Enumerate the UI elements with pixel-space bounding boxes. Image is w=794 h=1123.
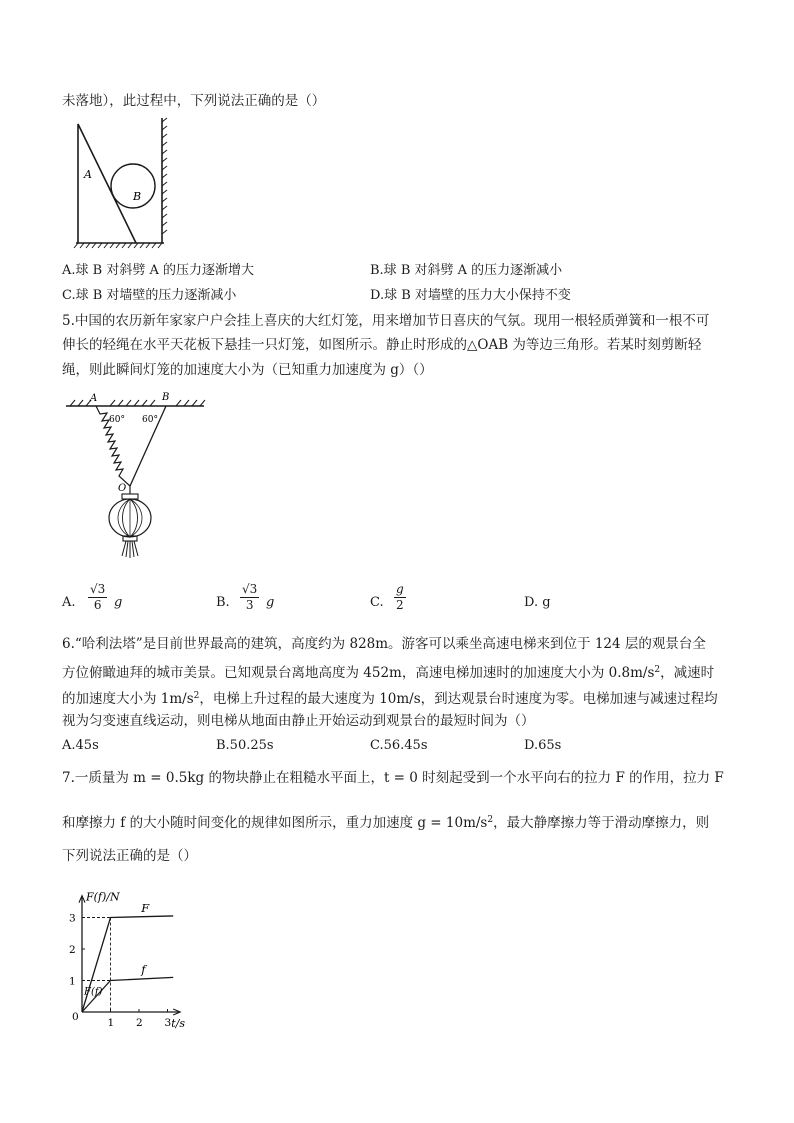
x-tick-label-1: 1	[107, 1017, 115, 1029]
q5-angle-b: 60°	[142, 415, 158, 425]
q6-line-2-post: ，减速时	[660, 665, 715, 681]
q6-line-3-post: ，电梯上升过程的最大速度为 10m/s，到达观景台时速度为零。电梯加速与减速过程均	[199, 691, 718, 707]
chart-annotation: F(f)	[84, 986, 103, 998]
q5-option-c-fraction	[394, 582, 406, 613]
x-tick-label-3: 3	[164, 1017, 172, 1029]
q5-option-b-den: 3	[245, 598, 254, 612]
q4-label-b: B	[133, 190, 142, 203]
q5-option-d[interactable]: D. g	[524, 595, 551, 610]
q5-option-a-prefix[interactable]: A.	[62, 595, 76, 610]
q6-line-3-pre: 的加速度大小为 1m/s	[62, 691, 194, 707]
q5-option-a-fraction	[88, 582, 107, 613]
q6-line-3	[62, 686, 718, 709]
q5-option-c-prefix[interactable]: C.	[370, 595, 384, 610]
q7-line-2-post: ，最大静摩擦力等于滑动摩擦力，则	[493, 815, 710, 831]
q5-figure	[64, 390, 209, 565]
q5-option-b-prefix[interactable]: B.	[216, 595, 230, 610]
y-tick-label-1: 2	[69, 944, 76, 956]
q5-option-b-g: g	[266, 595, 275, 610]
x-tick-label-0: 0	[72, 1011, 79, 1023]
q5-option-c-den: 2	[396, 598, 404, 612]
series-F-label: F	[141, 900, 150, 915]
q7-line-3: 下列说法正确的是（）	[62, 848, 197, 864]
q5-option-b-num: √3	[242, 582, 258, 596]
q6-line-2	[62, 660, 714, 683]
q4-stem-tail: 未落地），此过程中，下列说法正确的是（）	[62, 93, 326, 109]
q4-label-a: A	[84, 168, 92, 181]
q7-line-2	[62, 810, 709, 833]
q5-option-a-den: 6	[93, 598, 102, 612]
q5-option-a-num: √3	[90, 582, 106, 596]
q4-option-c[interactable]: C.球 B 对墙壁的压力逐渐减小	[62, 288, 237, 303]
q7-line-2-sup: 2	[487, 815, 494, 825]
series-f-label: f	[141, 962, 146, 977]
q5-label-o: O	[118, 483, 127, 494]
q7-line-2-pre: 和摩擦力 f 的大小随时间变化的规律如图所示，重力加速度 g = 10m/s	[62, 815, 488, 831]
q7-chart	[62, 868, 202, 1028]
q6-line-4: 视为匀变速直线运动，则电梯从地面由静止开始运动到观景台的最短时间为（）	[62, 713, 535, 729]
q6-line-2-sup: 2	[654, 665, 661, 675]
q5-line-1: 5.中国的农历新年家家户户会挂上喜庆的大红灯笼，用来增加节日喜庆的气氛。现用一根轻质弹簧和一根不可	[62, 313, 710, 329]
q5-option-a-g: g	[114, 595, 123, 610]
q7-line-1: 7.一质量为 m = 0.5kg 的物块静止在粗糙水平面上，t = 0 时刻起受到一个水平向右的拉力 F 的作用，拉力 F	[62, 770, 724, 786]
q4-option-d[interactable]: D.球 B 对墙壁的压力大小保持不变	[370, 288, 571, 303]
q5-label-a: A	[90, 393, 98, 404]
y-tick-label-2: 3	[69, 912, 76, 925]
x-axis-label: t/s	[171, 1017, 185, 1030]
q5-option-c-num: g	[396, 582, 404, 596]
y-tick-label-0: 1	[69, 975, 76, 988]
q6-option-b[interactable]: B.50.25s	[216, 738, 274, 753]
q4-figure	[72, 114, 172, 250]
q6-line-2-pre: 方位俯瞰迪拜的城市美景。已知观景台离地高度为 452m，高速电梯加速时的加速度大小为 0.8m/s	[62, 665, 655, 681]
y-axis-label: F(f)/N	[86, 890, 120, 904]
q5-line-2: 伸长的轻绳在水平天花板下悬挂一只灯笼，如图所示。静止时形成的△OAB 为等边三角形。若某时刻剪断轻	[62, 337, 702, 353]
q6-line-1: 6.“哈利法塔”是目前世界最高的建筑，高度约为 828m。游客可以乘坐高速电梯来到位于 124 层的观景台全	[62, 636, 706, 652]
q5-angle-a: 60°	[109, 415, 125, 425]
q5-line-3: 绳，则此瞬间灯笼的加速度大小为（已知重力加速度为 g）（）	[62, 362, 433, 378]
q6-line-3-sup: 2	[193, 691, 200, 701]
q4-option-a[interactable]: A.球 B 对斜劈 A 的压力逐渐增大	[62, 263, 254, 278]
q5-label-b: B	[162, 392, 170, 403]
q6-option-c[interactable]: C.56.45s	[370, 738, 428, 753]
q5-option-b-fraction	[240, 582, 259, 613]
x-tick-label-2: 2	[136, 1017, 143, 1029]
q6-option-d[interactable]: D.65s	[524, 738, 562, 753]
q4-option-b[interactable]: B.球 B 对斜劈 A 的压力逐渐减小	[370, 263, 563, 278]
q6-option-a[interactable]: A.45s	[62, 738, 99, 753]
